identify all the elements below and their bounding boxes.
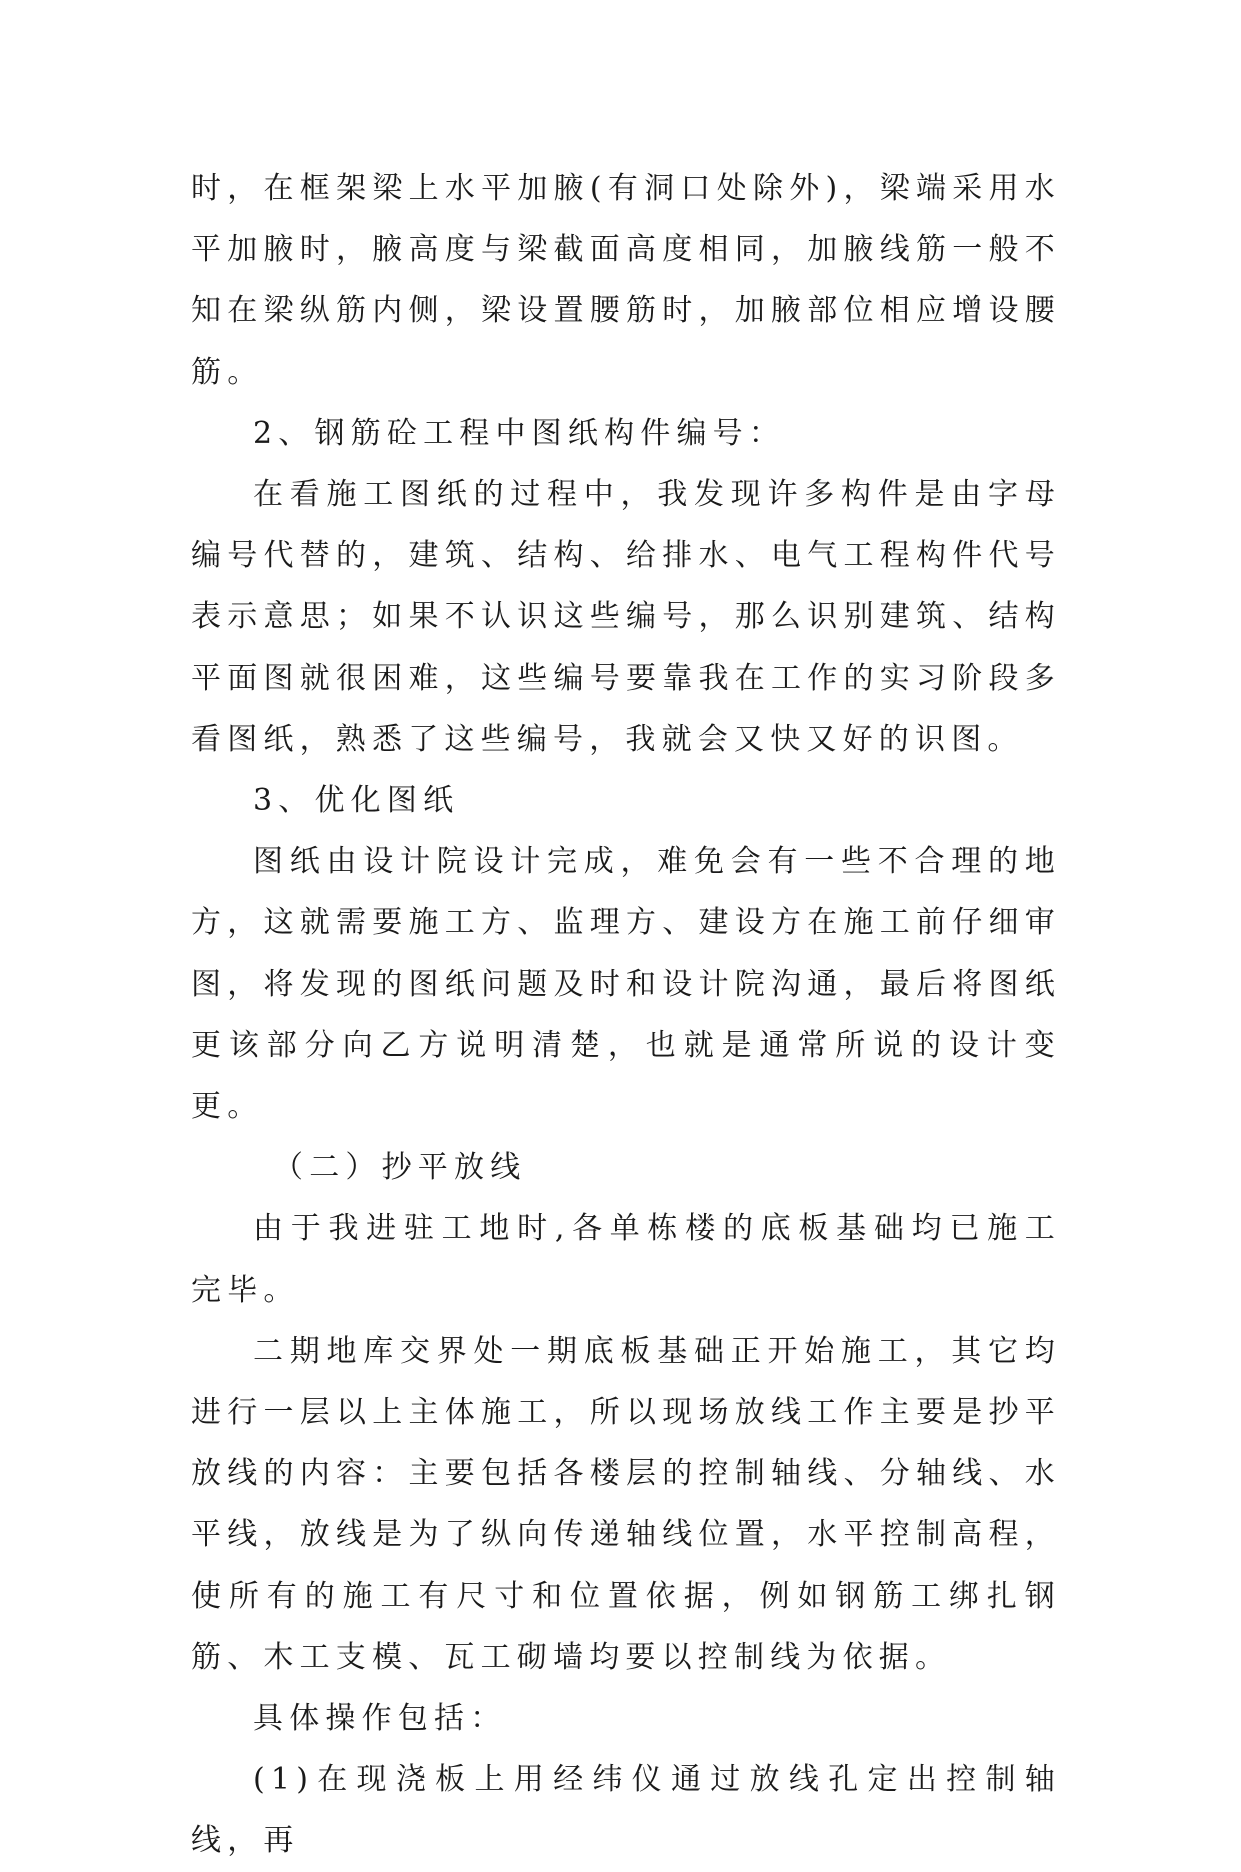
- paragraph-component-codes: 在看施工图纸的过程中，我发现许多构件是由字母编号代替的，建筑、结构、给排水、电气工程构件代号表示意思；如果不认识这些编号，那么识别建筑、结构平面图就很困难，这些编号要靠我在工作的实习阶段多看图纸，熟悉了这些编号，我就会又快又好的识图。: [191, 477, 1061, 757]
- heading-optimize-drawings: 3、优化图纸: [253, 783, 460, 819]
- paragraph-site-arrival: 由于我进驻工地时,各单栋楼的底板基础均已施工完毕。: [191, 1211, 1061, 1308]
- section-heading-leveling-layout: （二）抄平放线: [273, 1150, 527, 1186]
- paragraph-layout-work: 二期地库交界处一期底板基础正开始施工，其它均进行一层以上主体施工，所以现场放线工作主要是抄平放线的内容：主要包括各楼层的控制轴线、分轴线、水平线，放线是为了纵向传递轴线位置，水平控制高程，使所有的施工有尺寸和位置依据，例如钢筋工绑扎钢筋、木工支模、瓦工砌墙均要以控制线为依据。: [191, 1333, 1061, 1675]
- paragraph-operations-intro: 具体操作包括：: [253, 1701, 507, 1737]
- document-body: [191, 158, 1061, 1872]
- paragraph-continuation: 时，在框架梁上水平加腋(有洞口处除外)，梁端采用水平加腋时，腋高度与梁截面高度相同，加腋线筋一般不知在梁纵筋内侧，梁设置腰筋时，加腋部位相应增设腰筋。: [191, 171, 1061, 390]
- paragraph-design-changes: 图纸由设计院设计完成，难免会有一些不合理的地方，这就需要施工方、监理方、建设方在施工前仔细审图，将发现的图纸问题及时和设计院沟通，最后将图纸更该部分向乙方说明清楚，也就是通常所说的设计变更。: [191, 844, 1061, 1125]
- list-item-step-1: (1)在现浇板上用经纬仪通过放线孔定出控制轴线，再: [191, 1762, 1061, 1859]
- heading-drawing-component-numbering: 2、钢筋砼工程中图纸构件编号：: [253, 415, 786, 451]
